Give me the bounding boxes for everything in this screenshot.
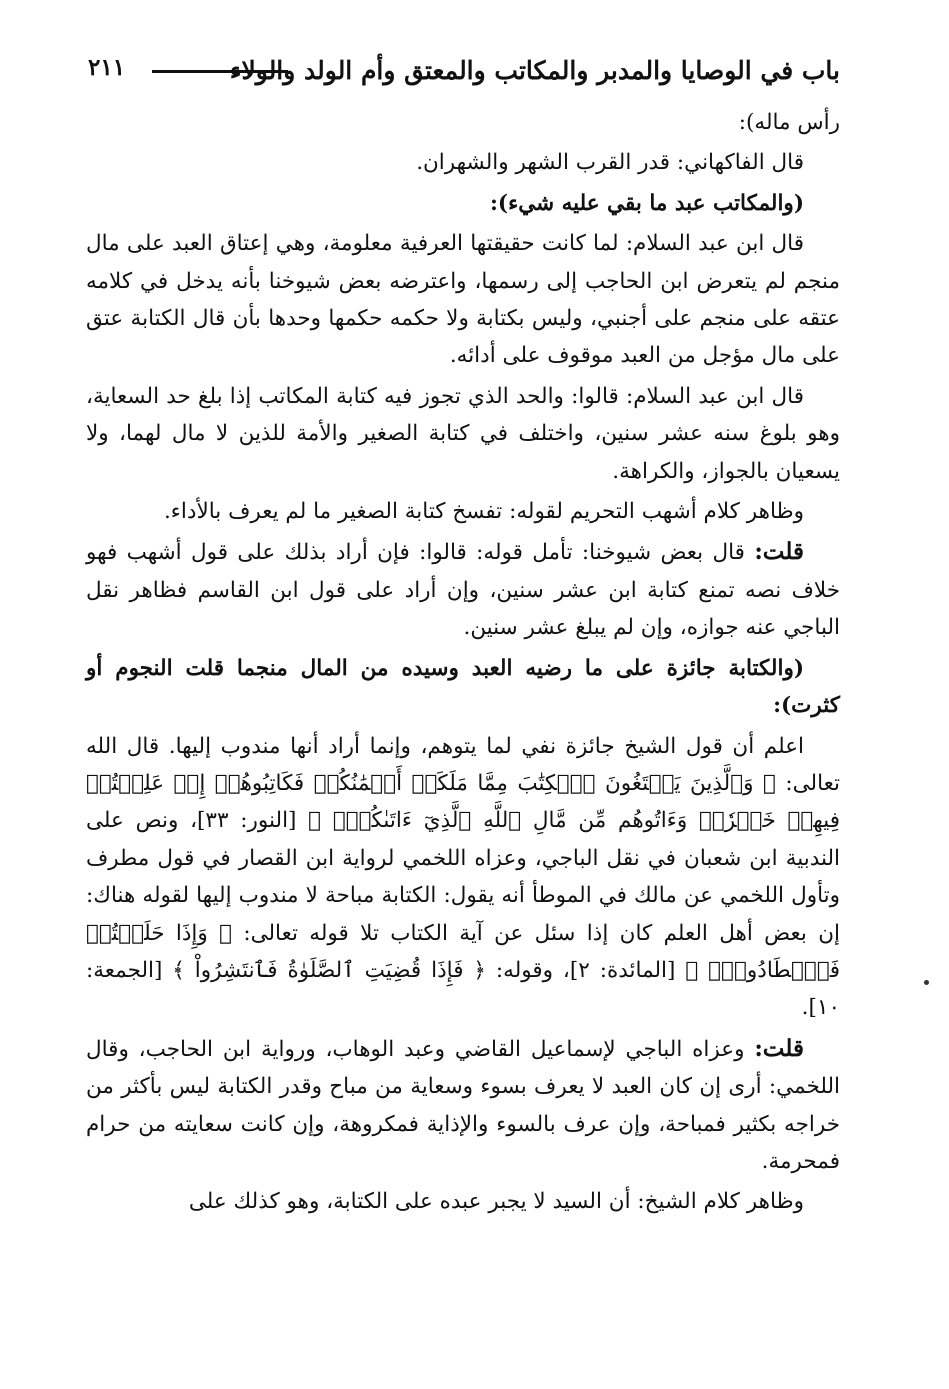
- qult-label: قلت:: [754, 538, 804, 566]
- paragraph-text: اعلم أن قول الشيخ جائزة نفي لما يتوهم، وإنما أراد أنها مندوب إليها. قال الله تعالى: ﴿ وَٱلَّذِينَ يَبۡتَغُونَ ٱلۡكِتَٰبَ مِمَّا مَلَكَتۡ أَيۡمَٰنُكُمۡ فَكَاتِبُوهُمۡ إِنۡ عَلِمۡتُمۡ فِيهِمۡ خَيۡرٗاۖ وَءَاتُوهُم مِّن مَّالِ ٱللَّهِ ٱلَّذِيٓ ءَاتَىٰكُمۡۚ ﴾ [النور: ٣٣]، ونص على الندبية ابن شعبان في نقل الباجي، وعزاه اللخمي لرواية ابن القصار في قول مطرف وتأول اللخمي عن مالك في الموطأ أنه يقول: الكتابة مباحة لا مندوب إليها لقوله هناك: إن بعض أهل العلم كان إذا سئل عن آية الكتاب تلا قوله تعالى: ﴿ وَإِذَا حَلَلۡتُمۡ فَٱصۡطَادُواْۚ ﴾ [المائدة: ٢]، وقوله: ﴿ فَإِذَا قُضِيَتِ ٱلصَّلَوٰةُ فَٱنتَشِرُواْ ﴾ [الجمعة: ١٠].: [86, 733, 840, 1021]
- matn-text: (والكتابة جائزة على ما رضيه العبد وسيده من المال منجما قلت النجوم أو كثرت):: [86, 655, 840, 719]
- paragraph: [86, 728, 840, 1027]
- paragraph-text: وظاهر كلام أشهب التحريم لقوله: تفسخ كتابة الصغير ما لم يعرف بالأداء.: [163, 499, 804, 525]
- page-number: ٢١١: [88, 54, 126, 81]
- paragraph: [86, 225, 840, 375]
- header-rule: [152, 70, 288, 73]
- paragraph-text: رأس ماله):: [738, 110, 840, 135]
- paragraph: [86, 533, 840, 646]
- margin-speck: [924, 980, 929, 985]
- matn-heading: [86, 185, 840, 222]
- matn-heading: [86, 650, 840, 725]
- paragraph: [86, 144, 840, 181]
- paragraph: [86, 493, 840, 530]
- matn-text: (والمكاتب عبد ما بقي عليه شيء):: [489, 190, 804, 216]
- paragraph-text: وظاهر كلام الشيخ: أن السيد لا يجبر عبده على الكتابة، وهو كذلك على: [188, 1189, 804, 1215]
- paragraph: [86, 1183, 840, 1220]
- page-header: [86, 52, 840, 92]
- paragraph-text: قال بعض شيوخنا: تأمل قوله: قالوا: فإن أراد بذلك على قول أشهب فهو خلاف نصه تمنع كتابة ابن عشر سنين، وإن أراد على قول ابن القاسم فظاهر نقل الباجي عنه جوازه، وإن لم يبلغ عشر سنين.: [86, 540, 840, 641]
- body-text: [86, 104, 840, 1224]
- paragraph: [86, 1030, 840, 1181]
- paragraph: [86, 378, 840, 490]
- paragraph-text: وعزاه الباجي لإسماعيل القاضي وعبد الوهاب، ورواية ابن الحاجب، وقال اللخمي: أرى إن كان العبد لا يعرف بسوء وسعاية من مباح وقدر الكتابة ليس بأكثر من خراجه بكثير فمباحة، وإن عرف بالسوء والإذاية فمكروهة، وإن كانت سعايته من حرام فمحرمة.: [86, 1036, 840, 1174]
- paragraph-text: قال الفاكهاني: قدر القرب الشهر والشهران.: [416, 150, 804, 176]
- paragraph-text: قال ابن عبد السلام: لما كانت حقيقتها العرفية معلومة، وهي إعتاق العبد على مال منجم لم يتعرض ابن الحاجب إلى رسمها، واعترضه بعض شيوخنا بأنه يدخل في كلامه عتقه على منجم على أجنبي، وليس بكتابة ولا حكمه حكمها وحدها بأن قال الكتابة عتق على مال مؤجل من العبد موقوف على أدائه.: [86, 231, 840, 369]
- paragraph: [86, 104, 840, 141]
- paragraph-text: قال ابن عبد السلام: قالوا: والحد الذي تجوز فيه كتابة المكاتب إذا بلغ حد السعاية، وهو بلوغ سنه عشر سنين، واختلف في كتابة الصغير والأمة للذين لا مال لهما، ولا يسعيان بالجواز، والكراهة.: [86, 383, 840, 484]
- running-title: باب في الوصايا والمدبر والمكاتب والمعتق وأم الولد والولاء: [229, 56, 840, 85]
- qult-label: قلت:: [754, 1034, 804, 1062]
- book-page: [86, 0, 840, 1389]
